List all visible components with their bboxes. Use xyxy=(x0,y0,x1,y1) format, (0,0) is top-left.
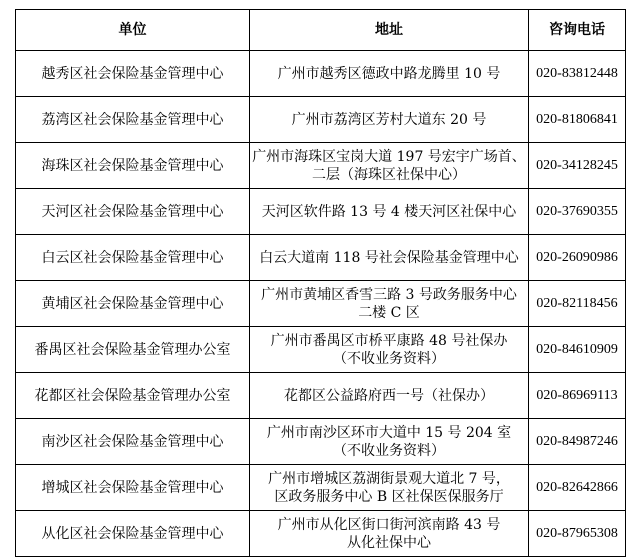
table-row xyxy=(16,235,626,281)
table-row xyxy=(16,97,626,143)
cell-unit: 黄埔区社会保险基金管理中心 xyxy=(16,281,250,327)
cell-unit: 从化区社会保险基金管理中心 xyxy=(16,511,250,557)
cell-phone: 020-84610909 xyxy=(529,327,626,373)
cell-phone: 020-81806841 xyxy=(529,97,626,143)
address-line: 广州市番禺区市桥平康路 48 号社保办 xyxy=(270,332,508,349)
cell-address xyxy=(250,419,529,465)
cell-unit: 荔湾区社会保险基金管理中心 xyxy=(16,97,250,143)
cell-address xyxy=(250,51,529,97)
cell-unit: 白云区社会保险基金管理中心 xyxy=(16,235,250,281)
cell-address xyxy=(250,373,529,419)
table-row xyxy=(16,281,626,327)
cell-phone: 020-83812448 xyxy=(529,51,626,97)
cell-address xyxy=(250,235,529,281)
address-line: 天河区软件路 13 号 4 楼天河区社保中心 xyxy=(261,203,517,220)
address-line: （不收业务资料） xyxy=(333,350,445,367)
cell-phone: 020-84987246 xyxy=(529,419,626,465)
social-insurance-offices-table xyxy=(15,9,626,557)
cell-address xyxy=(250,281,529,327)
cell-address xyxy=(250,189,529,235)
table-body xyxy=(16,51,626,557)
table-row xyxy=(16,465,626,511)
address-line: 二楼 C 区 xyxy=(358,304,420,321)
address-line: 广州市从化区街口街河滨南路 43 号 xyxy=(277,516,501,533)
cell-address xyxy=(250,143,529,189)
header-phone: 咨询电话 xyxy=(529,10,626,51)
cell-unit: 越秀区社会保险基金管理中心 xyxy=(16,51,250,97)
cell-unit: 增城区社会保险基金管理中心 xyxy=(16,465,250,511)
address-line: 广州市荔湾区芳村大道东 20 号 xyxy=(291,111,487,128)
cell-address xyxy=(250,97,529,143)
address-line: 广州市海珠区宝岗大道 197 号宏宇广场首、 xyxy=(252,148,526,165)
cell-address xyxy=(250,511,529,557)
address-line: 区政务服务中心 B 区社保医保服务厅 xyxy=(274,488,504,505)
table-row xyxy=(16,373,626,419)
address-line: 广州市越秀区德政中路龙腾里 10 号 xyxy=(277,65,501,82)
cell-unit: 番禺区社会保险基金管理办公室 xyxy=(16,327,250,373)
table-row xyxy=(16,511,626,557)
cell-unit: 天河区社会保险基金管理中心 xyxy=(16,189,250,235)
cell-phone: 020-86969113 xyxy=(529,373,626,419)
cell-address xyxy=(250,465,529,511)
cell-unit: 南沙区社会保险基金管理中心 xyxy=(16,419,250,465)
header-unit: 单位 xyxy=(16,10,250,51)
address-line: 广州市增城区荔湖街景观大道北 7 号， xyxy=(268,470,510,487)
table-row xyxy=(16,327,626,373)
address-line: 广州市黄埔区香雪三路 3 号政务服务中心 xyxy=(261,286,517,303)
table-row xyxy=(16,51,626,97)
cell-phone: 020-87965308 xyxy=(529,511,626,557)
table-header-row xyxy=(16,10,626,51)
cell-phone: 020-82642866 xyxy=(529,465,626,511)
cell-phone: 020-34128245 xyxy=(529,143,626,189)
address-line: 二层（海珠区社保中心） xyxy=(312,166,466,183)
cell-unit: 花都区社会保险基金管理办公室 xyxy=(16,373,250,419)
header-address: 地址 xyxy=(250,10,529,51)
address-line: 从化社保中心 xyxy=(347,534,431,551)
address-line: 白云大道南 118 号社会保险基金管理中心 xyxy=(259,249,519,266)
cell-phone: 020-26090986 xyxy=(529,235,626,281)
address-line: （不收业务资料） xyxy=(333,442,445,459)
cell-phone: 020-82118456 xyxy=(529,281,626,327)
table-row xyxy=(16,419,626,465)
table-row xyxy=(16,189,626,235)
cell-address xyxy=(250,327,529,373)
address-line: 花都区公益路府西一号（社保办） xyxy=(284,387,494,404)
cell-unit: 海珠区社会保险基金管理中心 xyxy=(16,143,250,189)
cell-phone: 020-37690355 xyxy=(529,189,626,235)
address-line: 广州市南沙区环市大道中 15 号 204 室 xyxy=(266,424,512,441)
table-row xyxy=(16,143,626,189)
